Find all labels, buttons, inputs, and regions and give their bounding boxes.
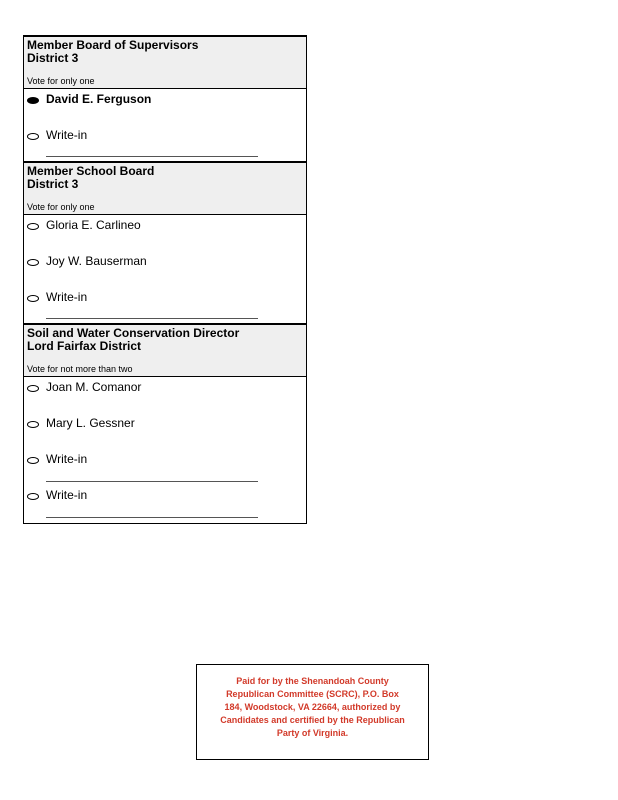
candidate-option[interactable] [24, 413, 306, 449]
filled-oval-icon[interactable] [27, 97, 39, 104]
write-in-option[interactable] [24, 287, 306, 323]
candidate-name: Gloria E. Carlineo [46, 218, 141, 232]
write-in-line[interactable] [46, 318, 258, 319]
contest-subtitle: District 3 [27, 51, 79, 65]
write-in-line[interactable] [46, 517, 258, 518]
write-in-option[interactable] [24, 125, 306, 161]
candidate-name: Joan M. Comanor [46, 380, 142, 394]
candidate-name: Mary L. Gessner [46, 416, 135, 430]
empty-oval-icon[interactable] [27, 295, 39, 302]
vote-for-instruction: Vote for only one [27, 76, 95, 86]
candidate-option[interactable] [24, 251, 306, 287]
contest-header-soil-water [24, 323, 306, 377]
candidate-name: Joy W. Bauserman [46, 254, 147, 268]
write-in-label: Write-in [46, 452, 88, 466]
empty-oval-icon[interactable] [27, 259, 39, 266]
write-in-option[interactable] [24, 449, 306, 485]
write-in-label: Write-in [46, 128, 88, 142]
contest-title: Soil and Water Conservation Director [27, 326, 240, 340]
write-in-line[interactable] [46, 156, 258, 157]
contest-title: Member School Board [27, 164, 155, 178]
contest-header-board-of-supervisors [24, 35, 306, 89]
write-in-label: Write-in [46, 488, 88, 502]
contest-title: Member Board of Supervisors [27, 38, 199, 52]
empty-oval-icon[interactable] [27, 385, 39, 392]
contest-header-school-board [24, 161, 306, 215]
write-in-label: Write-in [46, 290, 88, 304]
candidate-option[interactable] [24, 89, 306, 125]
vote-for-instruction: Vote for not more than two [27, 364, 133, 374]
empty-oval-icon[interactable] [27, 223, 39, 230]
candidate-name: David E. Ferguson [46, 92, 152, 106]
contest-subtitle: Lord Fairfax District [27, 339, 142, 353]
empty-oval-icon[interactable] [27, 133, 39, 140]
paid-for-disclaimer [196, 664, 429, 760]
empty-oval-icon[interactable] [27, 421, 39, 428]
vote-for-instruction: Vote for only one [27, 202, 95, 212]
disclaimer-text: Paid for by the Shenandoah County Republican Committee (SCRC), P.O. Box 184, Woodstock, VA 22664, authorized by Candidates and certified by the Republican Party of Virginia. [220, 676, 405, 738]
contest-subtitle: District 3 [27, 177, 79, 191]
write-in-option[interactable] [24, 485, 306, 523]
empty-oval-icon[interactable] [27, 457, 39, 464]
write-in-line[interactable] [46, 481, 258, 482]
ballot [23, 35, 307, 524]
candidate-option[interactable] [24, 215, 306, 251]
candidate-option[interactable] [24, 377, 306, 413]
empty-oval-icon[interactable] [27, 493, 39, 500]
